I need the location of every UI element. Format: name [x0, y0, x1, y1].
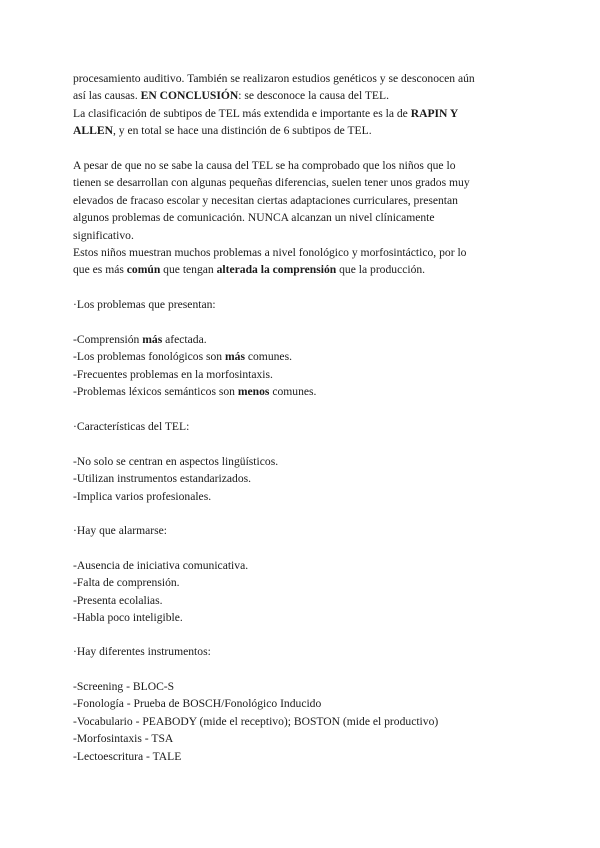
bold-run: alterada la comprensión	[216, 263, 337, 277]
text-line	[73, 157, 533, 174]
text-run: -Habla poco inteligible.	[73, 611, 183, 625]
section-heading: ·Los problemas que presentan:	[73, 298, 216, 311]
text-line	[73, 122, 533, 139]
text-line	[73, 192, 533, 209]
list-item	[73, 348, 533, 365]
instruments-heading	[73, 643, 533, 660]
text-run: que tengan	[160, 263, 217, 277]
text-run: -Problemas léxicos semánticos son	[73, 385, 238, 399]
text-line	[73, 209, 533, 226]
section-heading: ·Características del TEL:	[73, 420, 190, 433]
text-run: Estos niños muestran muchos problemas a nivel fonológico y morfosintáctico, por lo	[73, 246, 467, 260]
text-line	[73, 174, 533, 191]
list-item	[73, 574, 533, 591]
text-run: -Implica varios profesionales.	[73, 489, 212, 503]
list-item	[73, 453, 533, 470]
bold-run: EN CONCLUSIÓN	[140, 89, 239, 103]
list-item	[73, 383, 533, 400]
text-run: comunes.	[269, 385, 317, 399]
text-line	[73, 261, 533, 278]
problems-list	[73, 331, 533, 401]
text-run: tienen se desarrollan con algunas pequeñas diferencias, suelen tener unos grados muy	[73, 176, 470, 190]
cause-paragraph	[73, 157, 533, 279]
alarm-heading	[73, 522, 533, 539]
list-item	[73, 592, 533, 609]
text-run: -No solo se centran en aspectos lingüísticos.	[73, 455, 279, 468]
bold-run: menos	[237, 385, 270, 399]
text-run: -Frecuentes problemas en la morfosintaxis.	[73, 367, 273, 381]
text-run: -Screening - BLOC-S	[73, 680, 175, 693]
text-run: -Lectoescritura - TALE	[73, 749, 182, 763]
text-run: así las causas.	[73, 89, 141, 103]
text-run: -Los problemas fonológicos son	[73, 350, 225, 364]
text-run: La clasificación de subtipos de TEL más extendida e importante es la de	[73, 106, 411, 120]
bold-run: más	[225, 350, 245, 364]
instruments-list	[73, 678, 533, 765]
text-line	[73, 105, 533, 122]
text-run: : se desconoce la causa del TEL.	[238, 89, 389, 103]
text-run: algunos problemas de comunicación. NUNCA alcanzan un nivel clínicamente	[73, 211, 435, 225]
bold-run: más	[142, 333, 163, 346]
text-run: A pesar de que no se sabe la causa del TEL se ha comprobado que los niños que lo	[73, 159, 456, 172]
list-item	[73, 713, 533, 730]
text-run: , y en total se hace una distinción de 6 subtipos de TEL.	[112, 124, 372, 138]
list-item	[73, 748, 533, 765]
text-line	[73, 87, 533, 104]
bold-run: ALLEN	[73, 124, 113, 138]
text-run: -Vocabulario - PEABODY (mide el receptivo); BOSTON (mide el productivo)	[73, 714, 439, 728]
intro-paragraph	[73, 70, 533, 140]
text-run: -Utilizan instrumentos estandarizados.	[73, 472, 252, 486]
features-list	[73, 453, 533, 505]
features-heading	[73, 418, 533, 435]
bold-run: común	[126, 263, 161, 277]
text-run: -Fonología - Prueba de BOSCH/Fonológico Inducido	[73, 697, 322, 711]
list-item	[73, 331, 533, 348]
text-run: procesamiento auditivo. También se realizaron estudios genéticos y se desconocen aún	[73, 72, 475, 85]
text-run: -Morfosintaxis - TSA	[73, 732, 174, 746]
list-item	[73, 678, 533, 695]
bold-run: RAPIN Y	[410, 106, 459, 120]
list-item	[73, 488, 533, 505]
text-run: -Presenta ecolalias.	[73, 593, 163, 607]
text-run: comunes.	[244, 350, 292, 364]
list-item	[73, 366, 533, 383]
text-line	[73, 70, 533, 87]
text-run: que es más	[73, 263, 127, 277]
list-item	[73, 730, 533, 747]
problems-heading	[73, 296, 533, 313]
text-run: que la producción.	[336, 263, 426, 277]
text-run: -Comprensión	[73, 333, 143, 346]
list-item	[73, 557, 533, 574]
list-item	[73, 470, 533, 487]
text-line	[73, 227, 533, 244]
text-run: significativo.	[73, 228, 134, 242]
section-heading: ·Hay diferentes instrumentos:	[73, 645, 211, 658]
text-line	[73, 244, 533, 261]
text-run: elevados de fracaso escolar y necesitan ciertas adaptaciones curriculares, presentan	[73, 193, 458, 207]
list-item	[73, 695, 533, 712]
text-run: afectada.	[162, 333, 207, 346]
text-run: -Falta de comprensión.	[73, 576, 180, 590]
alarm-list	[73, 557, 533, 627]
list-item	[73, 609, 533, 626]
text-run: -Ausencia de iniciativa comunicativa.	[73, 559, 249, 572]
section-heading: ·Hay que alarmarse:	[73, 524, 167, 537]
